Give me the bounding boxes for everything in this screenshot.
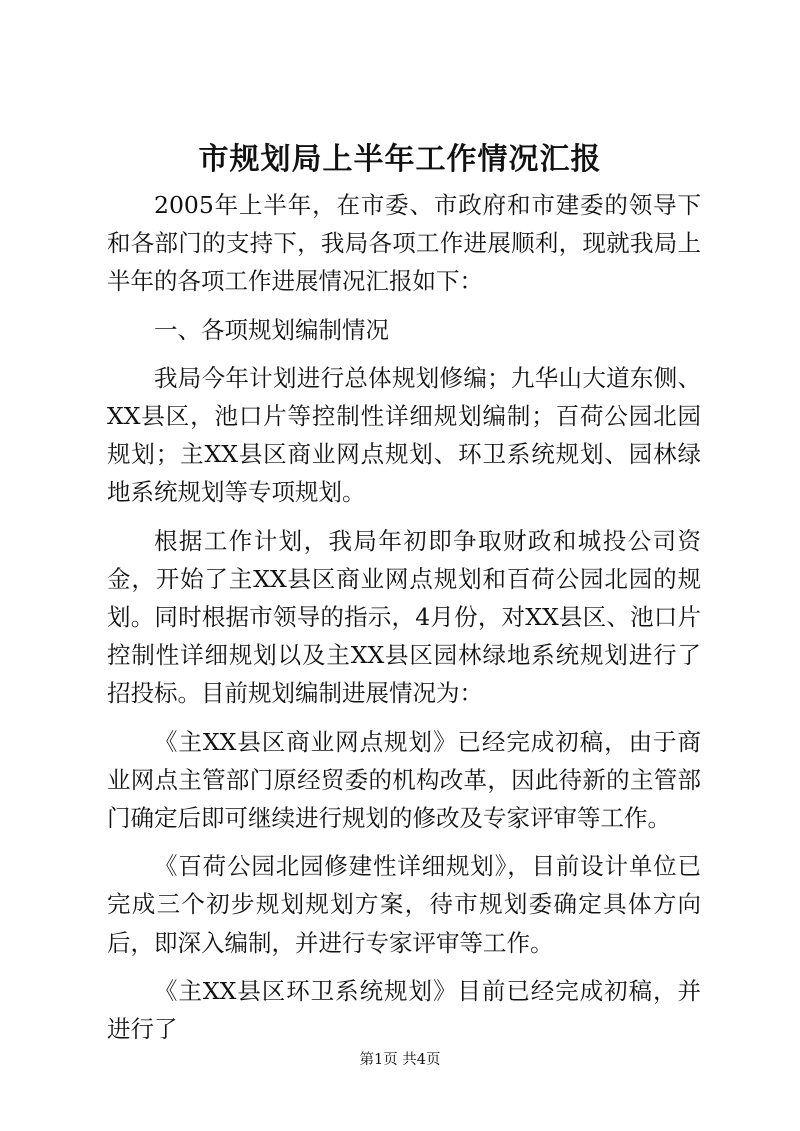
section-heading-planning: 一、各项规划编制情况 <box>154 315 389 344</box>
paragraph-work-plan: 根据工作计划，我局年初即争取财政和城投公司资金，开始了主XX县区商业网点规划和百荷公园北园的规划。同时根据市领导的指示，4月份，对XX县区、池口片控制性详细规划以及主XX县区园林绿地系统规划进行了招投标。目前规划编制进展情况为： <box>107 526 701 708</box>
paragraph-annual-plan: 我局今年计划进行总体规划修编；九华山大道东侧、XX县区，池口片等控制性详细规划编制；百荷公园北园规划；主XX县区商业网点规划、环卫系统规划、园林绿地系统规划等专项规划。 <box>107 363 701 507</box>
document-body <box>107 186 701 1058</box>
paragraph-baihe-park: 《百荷公园北园修建性详细规划》，目前设计单位已完成三个初步规划规划方案，待市规划委确定具体方向后，即深入编制，并进行专家评审等工作。 <box>107 852 701 957</box>
document-title: 市规划局上半年工作情况汇报 <box>198 142 602 177</box>
paragraph-commercial-network: 《主XX县区商业网点规划》已经完成初稿，由于商业网点主管部门原经贸委的机构改革，因此待新的主管部门确定后即可继续进行规划的修改及专家评审等工作。 <box>107 727 701 833</box>
paragraph-intro: 2005年上半年，在市委、市政府和市建委的领导下和各部门的支持下，我局各项工作进展顺利，现就我局上半年的各项工作进展情况汇报如下： <box>107 191 701 296</box>
page-footer: 第1页 共4页 <box>359 1052 441 1068</box>
paragraph-sanitation: 《主XX县区环卫系统规划》目前已经完成初稿，并进行了 <box>107 976 701 1044</box>
